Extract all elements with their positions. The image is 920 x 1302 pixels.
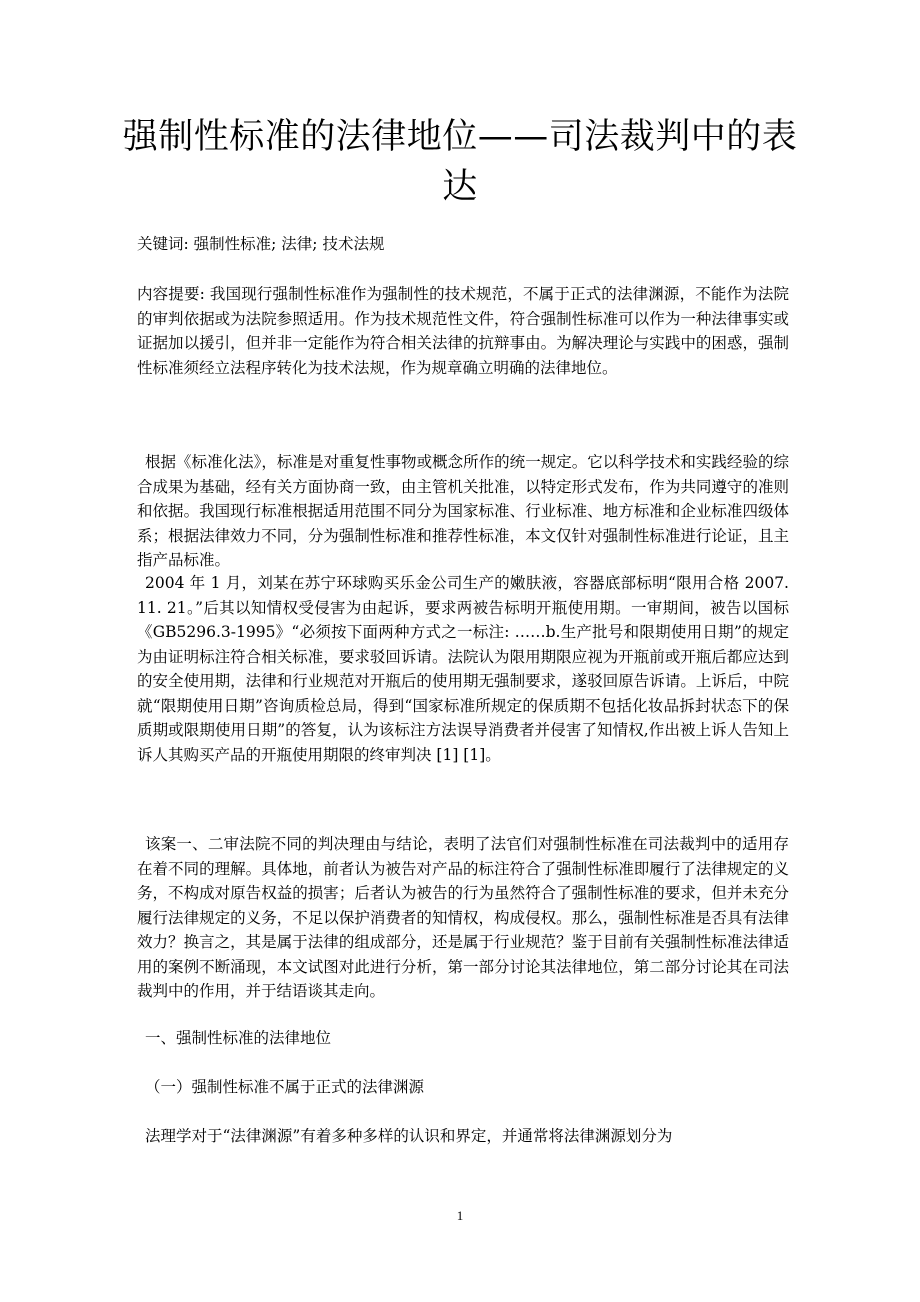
body-paragraph: 根据《标准化法》，标准是对重复性事物或概念所作的统一规定。它以科学技术和实践经验的综合成果为基础，经有关方面协商一致，由主管机关批准，以特定形式发布，作为共同遵守的准则和依据。我国现行标准根据适用范围不同分为国家标准、行业标准、地方标准和企业标准四级体系；根据法律效力不同，分为强制性标准和推荐性标准，本文仅针对强制性标准进行论证，且主指产品标准。 bbox=[137, 453, 789, 569]
subsection-heading: （一）强制性标准不属于正式的法律渊源 bbox=[145, 1078, 425, 1096]
body-paragraph: 法理学对于“法律渊源”有着多种多样的认识和界定，并通常将法律渊源划分为 bbox=[145, 1127, 673, 1145]
document-title: 强制性标准的法律地位——司法裁判中的表达 bbox=[122, 117, 798, 207]
keywords-line: 关键词: 强制性标准; 法律; 技术法规 bbox=[137, 235, 385, 253]
abstract-paragraph: 内容提要: 我国现行强制性标准作为强制性的技术规范，不属于正式的法律渊源，不能作为法院的审判依据或为法院参照适用。作为技术规范性文件，符合强制性标准可以作为一种法律事实或证据加以援引，但并非一定能作为符合相关法律的抗辩事由。为解决理论与实践中的困惑，强制性标准须经立法程序转化为技术法规，作为规章确立明确的法律地位。 bbox=[137, 285, 789, 377]
body-paragraph: 该案一、二审法院不同的判决理由与结论，表明了法官们对强制性标准在司法裁判中的适用存在着不同的理解。具体地，前者认为被告对产品的标注符合了强制性标准即履行了法律规定的义务，不构成对原告权益的损害；后者认为被告的行为虽然符合了强制性标准的要求，但并未充分履行法律规定的义务，不足以保护消费者的知情权，构成侵权。那么，强制性标准是否具有法律效力？换言之，其是属于法律的组成部分，还是属于行业规范？鉴于目前有关强制性标准法律适用的案例不断涌现，本文试图对此进行分析，第一部分讨论其法律地位，第二部分讨论其在司法裁判中的作用，并于结语谈其走向。 bbox=[137, 835, 789, 1000]
page-number: 1 bbox=[456, 1208, 464, 1223]
section-heading: 一、强制性标准的法律地位 bbox=[145, 1029, 332, 1047]
body-paragraph: 2004 年 1 月，刘某在苏宁环球购买乐金公司生产的嫩肤液，容器底部标明“限用合格 2007. 11. 21。”后其以知情权受侵害为由起诉，要求两被告标明开瓶使用期。一审期间，被告以国标《GB5296.3-1995》“必须按下面两种方式之一标注: ……b.生产批号和限期使用日期”的规定为由证明标注符合相关标准，要求驳回诉请。法院认为限用期限应视为开瓶前或开瓶后都应达到的安全使用期，法律和行业规范对开瓶后的使用期无强制要求，遂驳回原告诉请。上诉后，中院就“限期使用日期”咨询质检总局，得到“国家标准所规定的保质期不包括化妆品拆封状态下的保质期或限期使用日期”的答复，认为该标注方法误导消费者并侵害了知情权,作出被上诉人告知上诉人其购买产品的开瓶使用期限的终审判决 [1] [1]。 bbox=[137, 574, 789, 764]
